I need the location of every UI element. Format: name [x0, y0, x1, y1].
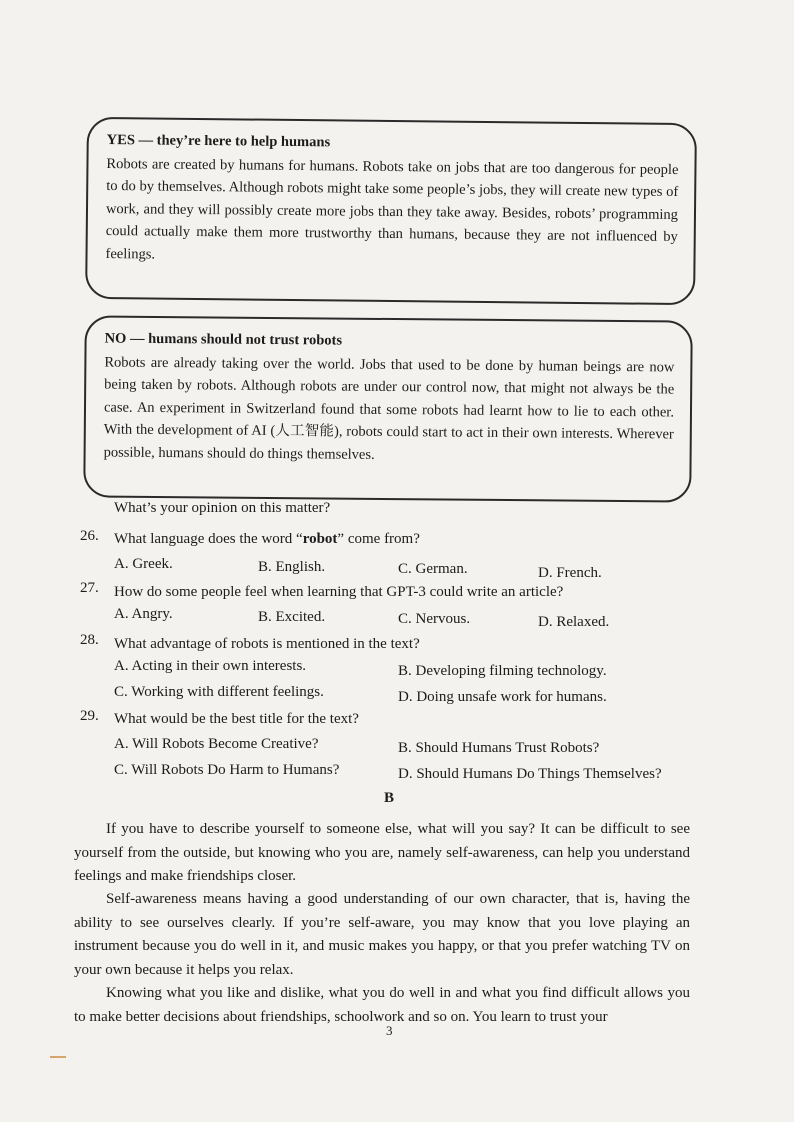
question-27-option-a: A. Angry.: [114, 606, 173, 622]
yes-box-title: YES — they’re here to help humans: [106, 132, 331, 151]
question-26-option-c: C. German.: [398, 561, 468, 577]
question-28-option-b: B. Developing filming technology.: [398, 663, 607, 679]
question-27-option-d: D. Relaxed.: [538, 614, 610, 630]
question-27-stem: How do some people feel when learning that GPT-3 could write an article?: [114, 584, 564, 600]
opinion-line: What’s your opinion on this matter?: [114, 500, 331, 516]
no-box-text: Robots are already taking over the world. Jobs that used to be done by human beings are now being taken by robots. Although robots are under our control now, that might not always be the case. An experiment in Switzerland found that some robots had learnt how to lie to each other. With the development of AI (人工智能), robots could start to act in their own interests. Wherever possible, humans should do things themselves.: [103, 354, 675, 463]
question-number: 26.: [80, 528, 99, 544]
reading-paragraph-3: Knowing what you like and dislike, what you do well in and what you find difficult allows you to make better decisions about friendships, schoolwork and so on. You learn to trust your: [74, 985, 690, 1025]
no-argument-box: [83, 315, 693, 502]
question-27-option-c: C. Nervous.: [398, 611, 471, 627]
question-26-option-a: A. Greek.: [114, 556, 173, 572]
question-29-stem: What would be the best title for the text?: [114, 711, 359, 727]
question-29-option-d: D. Should Humans Do Things Themselves?: [398, 766, 662, 782]
question-26-option-d: D. French.: [538, 565, 602, 581]
question-29-option-a: A. Will Robots Become Creative?: [114, 736, 319, 752]
question-26-keyword: robot: [302, 531, 338, 547]
question-28-option-d: D. Doing unsafe work for humans.: [398, 689, 607, 705]
reading-paragraph-2: Self-awareness means having a good understanding of our own character, that is, having the ability to see ourselves clearly. If you’re self-aware, you may know that you love playing an instrument because you do well in it, and music makes you happy, or that you prefer watching TV on your own because it helps you relax.: [74, 891, 690, 978]
question-26-option-b: B. English.: [258, 559, 326, 575]
page-number: 3: [386, 1023, 393, 1038]
scan-mark: [50, 1056, 66, 1058]
question-number: 27.: [80, 580, 99, 596]
question-28-stem: What advantage of robots is mentioned in the text?: [114, 636, 420, 652]
question-26-stem: What language does the word “robot” come from?: [114, 531, 420, 547]
section-b-heading: B: [384, 790, 395, 806]
yes-argument-box: [85, 117, 697, 305]
reading-paragraph-1: If you have to describe yourself to someone else, what will you say? It can be difficult to see yourself from the outside, but knowing who you are, namely self-awareness, can help you understand feelings and make friendships closer.: [74, 821, 690, 884]
question-29-option-b: B. Should Humans Trust Robots?: [398, 740, 600, 756]
question-28-option-a: A. Acting in their own interests.: [114, 658, 307, 674]
yes-box-text: Robots are created by humans for humans. Robots take on jobs that are too dangerous for people to do by themselves. Although robots might take some people’s jobs, they will create new types of work, and they will possibly create more jobs than they take away. Besides, robots’ programming could actually make them more trustworthy than humans, because they are not influenced by feelings.: [105, 155, 679, 263]
question-number: 28.: [80, 632, 99, 648]
question-28-option-c: C. Working with different feelings.: [114, 684, 324, 700]
question-29-option-c: C. Will Robots Do Harm to Humans?: [114, 762, 340, 778]
question-number: 29.: [80, 708, 99, 724]
question-27-option-b: B. Excited.: [258, 609, 326, 625]
no-box-title: NO — humans should not trust robots: [104, 330, 343, 349]
